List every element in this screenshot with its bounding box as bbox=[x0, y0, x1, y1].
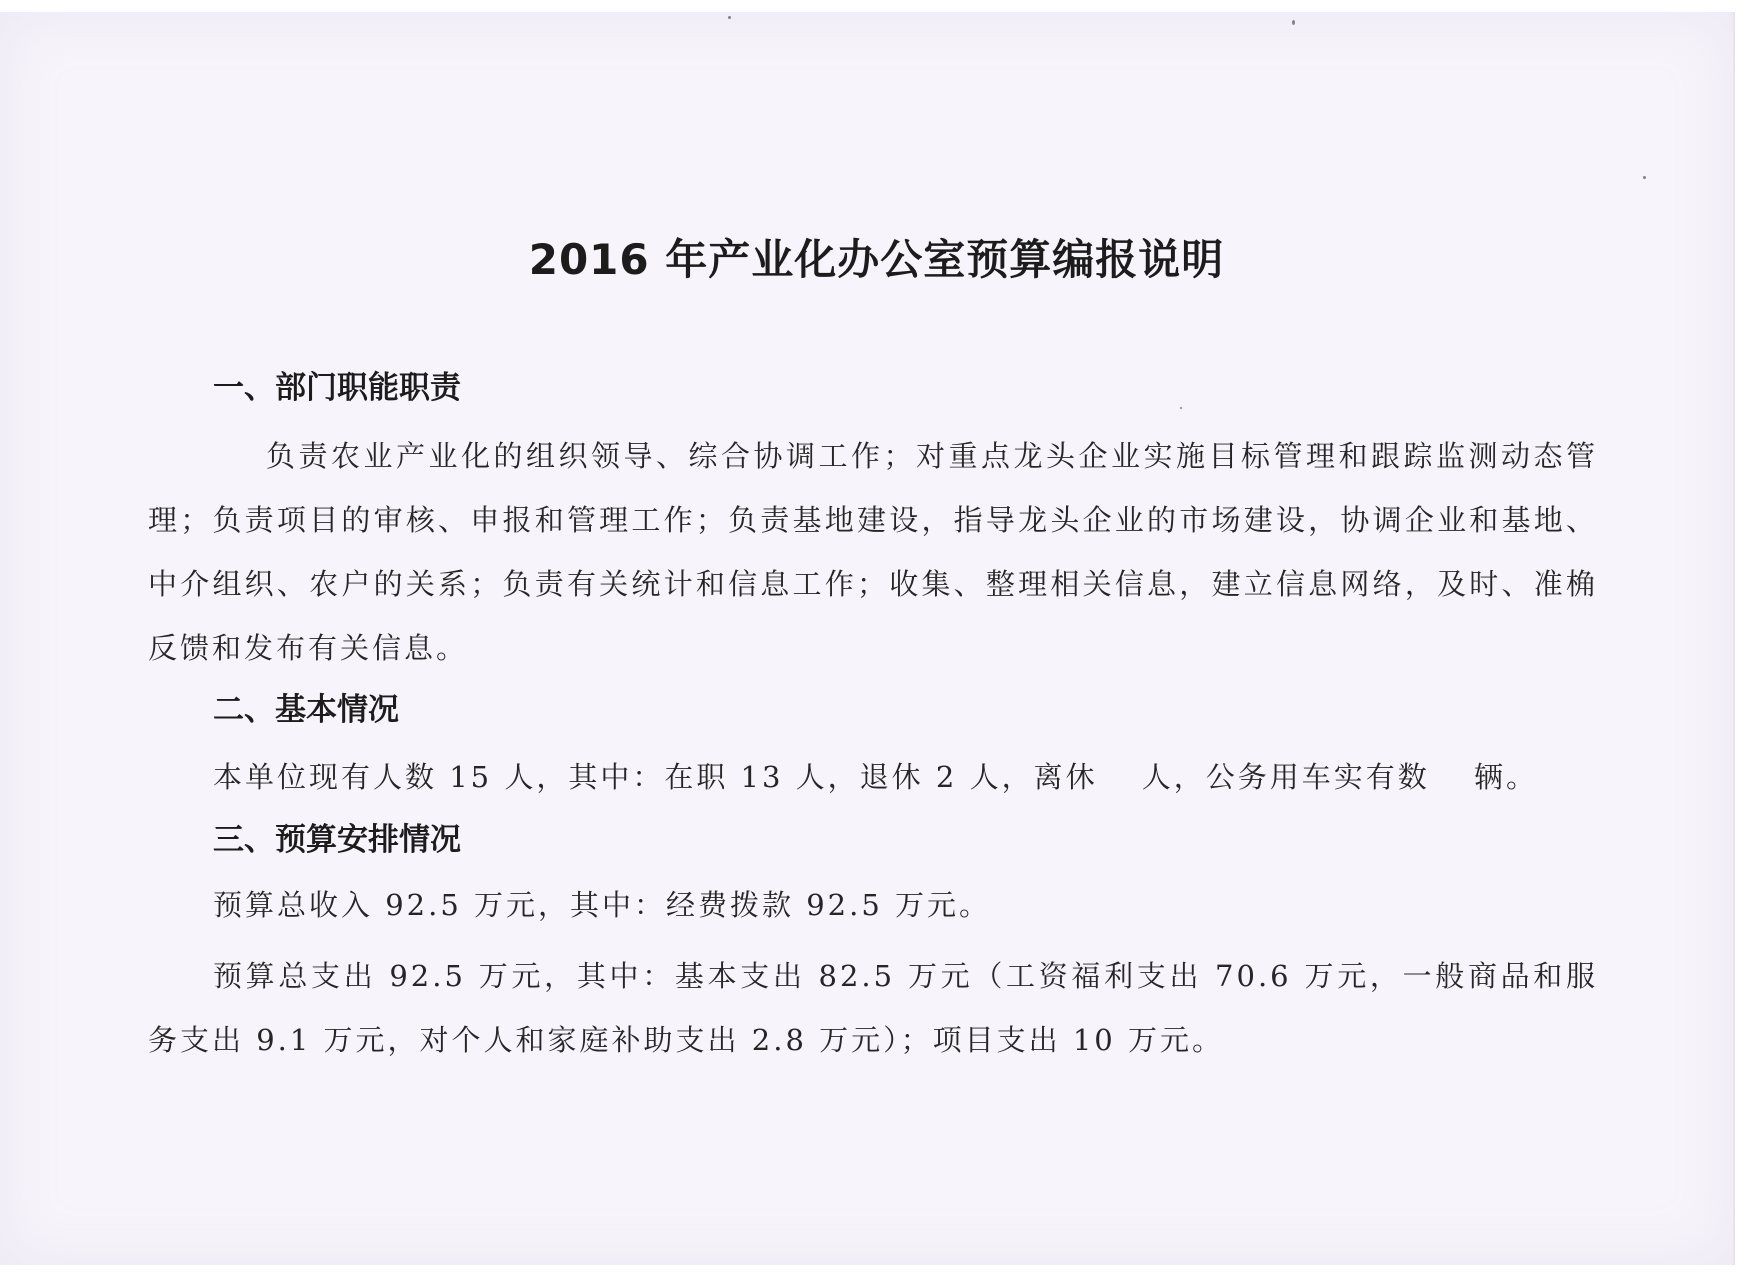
section-heading-functions: 一、部门职能职责 bbox=[213, 370, 461, 406]
scan-speck bbox=[1292, 20, 1295, 25]
document-title: 2016 年产业化办公室预算编报说明 bbox=[528, 235, 1225, 284]
section-heading-basic-info: 二、基本情况 bbox=[213, 692, 399, 728]
section-body-functions: 负责农业产业化的组织领导、综合协调工作；对重点龙头企业实施目标管理和跟踪监测动态管理；负责项目的审核、申报和管理工作；负责基地建设，指导龙头企业的市场建设，协调企业和基地、中介组织、农户的关系；负责有关统计和信息工作；收集、整理相关信息，建立信息网络，及时、准桷反馈和发布有关信息。 bbox=[148, 439, 1598, 665]
scan-speck bbox=[1643, 176, 1646, 179]
scan-speck bbox=[1180, 407, 1182, 409]
budget-expenditure-paragraph: 预算总支出 92.5 万元，其中：基本支出 82.5 万元（工资福利支出 70.6 万元，一般商品和服务支出 9.1 万元，对个人和家庭补助支出 2.8 万元）；项目支出 10 万元。 bbox=[148, 959, 1598, 1057]
section-body-basic-info: 本单位现有人数 15 人，其中：在职 13 人，退休 2 人，离休 人，公务用车实有数 辆。 bbox=[213, 760, 1539, 794]
section-heading-budget: 三、预算安排情况 bbox=[213, 822, 461, 858]
budget-income-line: 预算总收入 92.5 万元，其中：经费拨款 92.5 万元。 bbox=[213, 888, 992, 922]
scan-speck bbox=[728, 16, 731, 19]
